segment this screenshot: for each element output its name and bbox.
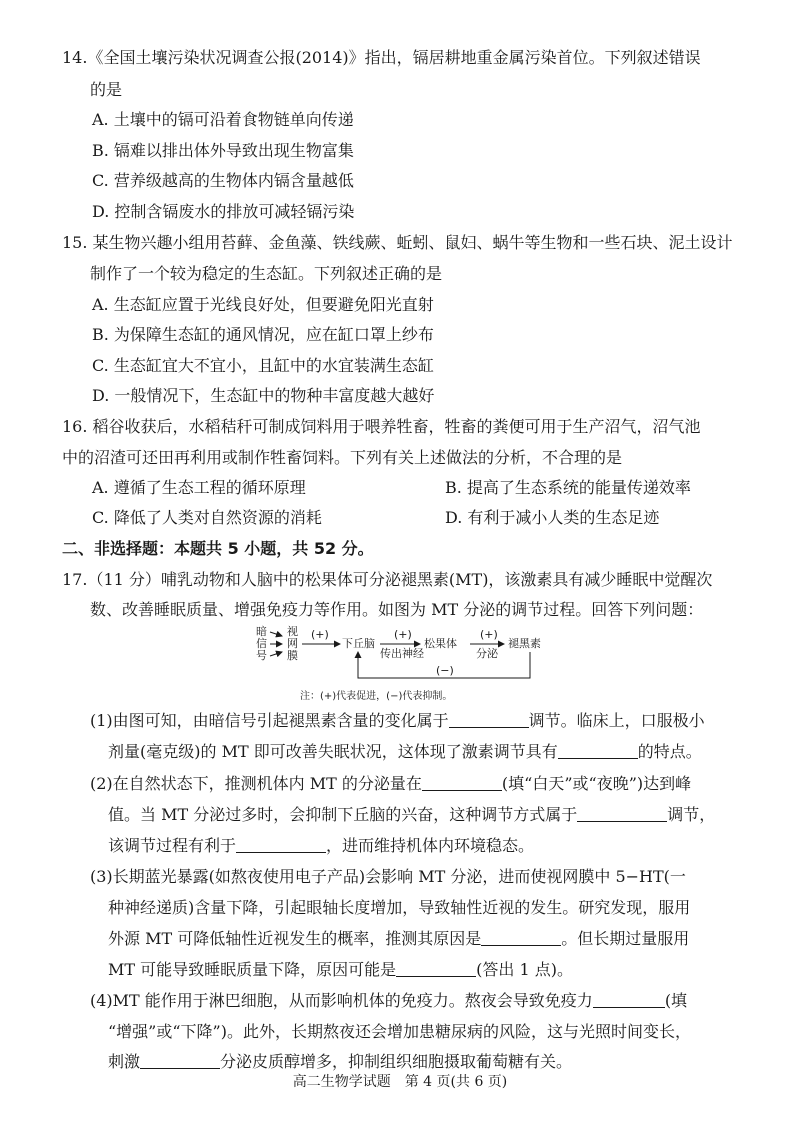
q15-option-d: D. 一般情况下，生态缸中的物种丰富度越大越好 [92,386,435,405]
q16-option-c: C. 降低了人类对自然资源的消耗 [92,508,322,527]
q17-part1-text-a: (1)由图可知，由暗信号引起褪黑素含量的变化属于 [90,711,449,730]
q17-part3-line3 [108,929,689,949]
q15-option-c: C. 生态缸宜大不宜小，且缸中的水宜装满生态缸 [92,356,434,375]
pineal-label: 松果体 [424,637,457,650]
q17-part3-text-e: MT 可能导致睡眠质量下降，原因可能是 [108,960,397,979]
q17-part3-line1: (3)长期蓝光暴露(如熬夜使用电子产品)会影响 MT 分泌，进而使视网膜中 5−HT(一 [90,867,686,886]
q16-option-a: A. 遵循了生态工程的循环原理 [92,478,306,497]
q15-option-b: B. 为保障生态缸的通风情况，应在缸口罩上纱布 [92,325,434,344]
plus-label-3: (+) [480,628,498,641]
q17-part2-line1 [90,774,691,794]
answer-blank-9[interactable] [140,1052,220,1069]
answer-blank-2[interactable] [558,742,638,759]
section-heading: 二、非选择题：本题共 5 小题，共 52 分。 [62,539,374,558]
q17-part2-text-d: 调节， [667,805,716,824]
answer-blank-5[interactable] [236,836,326,853]
q14-option-b: B. 镉难以排出体外导致出现生物富集 [92,141,354,160]
q17-part3-line4 [108,960,573,980]
q17-part1-text-d: 的特点。 [637,742,702,761]
q16-option-d: D. 有利于减小人类的生态足迹 [445,508,660,527]
secrete-label: 分泌 [476,647,498,660]
q17-part3-line2: 种神经递质)含量下降，引起眼轴长度增加，导致轴性近视的发生。研究发现，服用 [108,898,691,917]
q17-stem-line2: 数、改善睡眠质量、增强免疫力等作用。如图为 MT 分泌的调节过程。回答下列问题： [90,600,704,619]
q14-option-c: C. 营养级越高的生物体内镉含量越低 [92,171,354,190]
q17-part2-text-b: (填“白天”或“夜晚”)达到峰 [501,774,692,793]
dark-signal-label: 暗 信 号 [256,625,267,662]
q17-part3-text-d: 。但长期过量服用 [561,929,690,948]
q16-stem-line2: 中的沼渣可还田再利用或制作牲畜饲料。下列有关上述做法的分析，不合理的是 [62,448,623,467]
page-footer: 高二生物学试题 第 4 页(共 6 页) [292,1074,508,1090]
q17-part1-line2 [108,742,702,762]
answer-blank-8[interactable] [593,991,665,1008]
q16-option-b: B. 提高了生态系统的能量传递效率 [445,478,691,497]
q14-option-a: A. 土壤中的镉可沿着食物链单向传递 [92,110,354,129]
answer-blank-7[interactable] [396,960,476,977]
q17-stem-line1: 17.（11 分）哺乳动物和人脑中的松果体可分泌褪黑素(MT)，该激素具有减少睡眠中觉醒次 [62,570,713,589]
diagram-note: 注：(+)代表促进，(−)代表抑制。 [300,691,453,702]
q17-part3-text-f: (答出 1 点)。 [476,960,573,979]
answer-blank-1[interactable] [449,711,529,728]
q17-part4-text-d: 刺激 [108,1052,141,1071]
answer-blank-4[interactable] [577,805,667,822]
q17-part2-text-c: 值。当 MT 分泌过多时，会抑制下丘脑的兴奋，这种调节方式属于 [108,805,578,824]
q15-stem-line1: 15. 某生物兴趣小组用苔藓、金鱼藻、铁线蕨、蚯蚓、鼠妇、蜗牛等生物和一些石块、泥土设计 [62,233,733,252]
q14-stem-line1: 14.《全国土壤污染状况调查公报(2014)》指出，镉居耕地重金属污染首位。下列叙述错误 [62,48,701,67]
q17-part3-text-c: 外源 MT 可降低轴性近视发生的概率，推测其原因是 [108,929,482,948]
q17-part2-line2 [108,805,715,825]
q17-part4-line1 [90,991,687,1011]
q17-part1-line1 [90,711,705,731]
q17-part4-text-b: (填 [664,991,688,1010]
minus-label: (−) [436,664,454,677]
q17-part4-line3 [108,1052,572,1072]
q17-part4-line2: “增强”或“下降”)。此外，长期熬夜还会增加患糖尿病的风险，这与光照时间变长， [108,1022,691,1041]
q15-stem-line2: 制作了一个较为稳定的生态缸。下列叙述正确的是 [90,264,443,283]
answer-blank-3[interactable] [422,774,502,791]
melatonin-label: 褪黑素 [508,637,541,650]
q17-part1-text-b: 调节。临床上，口服极小 [528,711,705,730]
q17-part4-text-a: (4)MT 能作用于淋巴细胞，从而影响机体的免疫力。熬夜会导致免疫力 [90,991,593,1010]
hypothalamus-label: 下丘脑 [342,637,375,650]
plus-label-1: (+) [311,628,329,641]
retina-label: 视 网 膜 [287,625,298,662]
q17-part2-text-f: ，进而维持机体内环境稳态。 [326,836,535,855]
q17-part2-line3 [108,836,534,856]
q15-option-a: A. 生态缸应置于光线良好处，但要避免阳光直射 [92,295,434,314]
q17-part1-text-c: 剂量(毫克级)的 MT 即可改善失眠状况，这体现了激素调节具有 [108,742,558,761]
q17-part2-text-e: 该调节过程有利于 [108,836,237,855]
q16-stem-line1: 16. 稻谷收获后，水稻秸秆可制成饲料用于喂养牲畜，牲畜的粪便可用于生产沼气，沼气池 [62,417,701,436]
q14-option-d: D. 控制含镉废水的排放可减轻镉污染 [92,202,355,221]
q17-part4-text-e: 分泌皮质醇增多，抑制组织细胞摄取葡萄糖有关。 [220,1052,573,1071]
q14-stem-line2: 的是 [90,80,123,99]
plus-label-2: (+) [394,628,412,641]
answer-blank-6[interactable] [481,929,561,946]
q17-part2-text-a: (2)在自然状态下，推测机体内 MT 的分泌量在 [90,774,422,793]
efferent-nerve-label: 传出神经 [380,647,424,660]
